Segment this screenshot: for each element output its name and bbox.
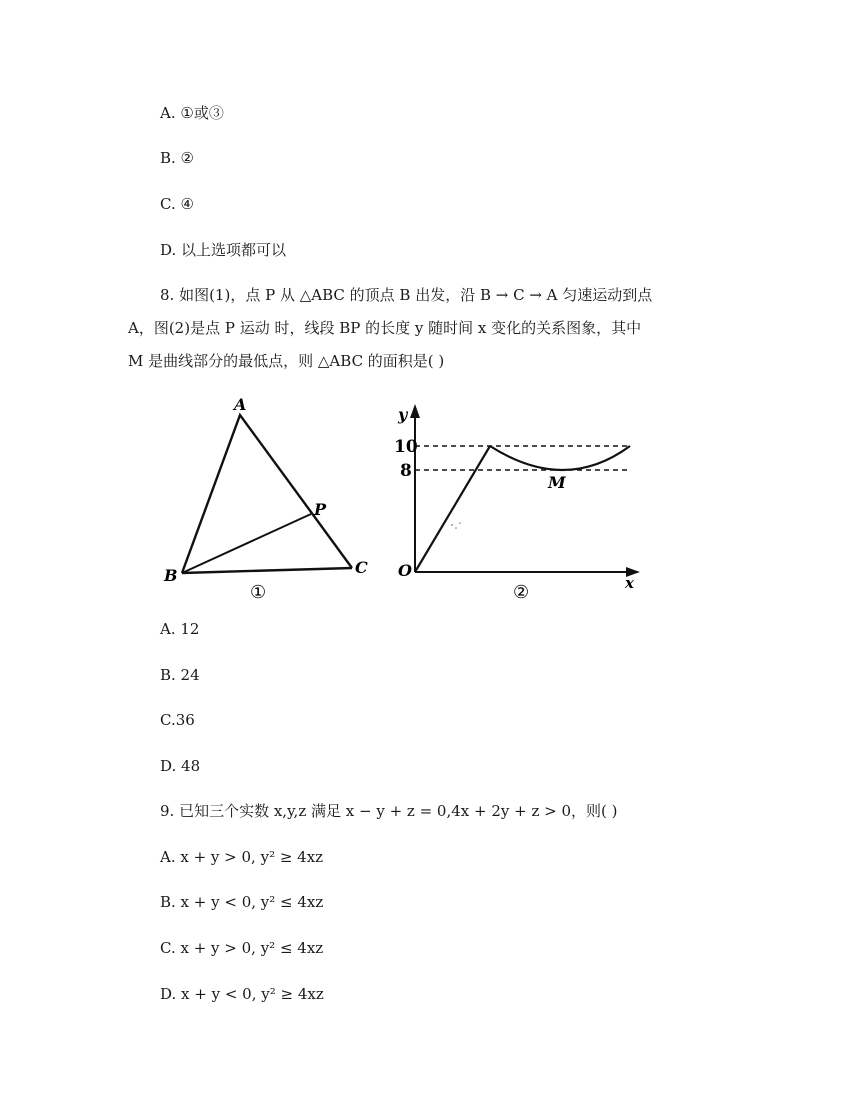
axis-label-x: x bbox=[625, 574, 634, 592]
q7-option-c: C. ④ bbox=[160, 195, 194, 213]
figure-2-graph bbox=[394, 404, 640, 603]
tick-label-10: 10 bbox=[394, 437, 418, 457]
scan-dot bbox=[459, 522, 461, 524]
graph-curve-segment bbox=[490, 446, 630, 470]
q7-option-d: D. 以上选项都可以 bbox=[160, 241, 287, 259]
origin-label: O bbox=[398, 561, 412, 580]
triangle-sides-ab-ac bbox=[182, 415, 352, 573]
figure-2-caption: ② bbox=[513, 582, 530, 603]
y-axis-arrow bbox=[410, 404, 420, 418]
scan-dot bbox=[455, 527, 457, 529]
q9-option-a: A. x + y > 0, y² ≥ 4xz bbox=[160, 848, 324, 866]
q9-option-d: D. x + y < 0, y² ≥ 4xz bbox=[160, 985, 324, 1003]
label-m: M bbox=[548, 473, 566, 492]
q8-stem-line-3: M 是曲线部分的最低点，则 △ABC 的面积是( ) bbox=[128, 352, 445, 370]
tick-label-8: 8 bbox=[400, 461, 412, 481]
label-b: B bbox=[164, 566, 178, 585]
q8-figures bbox=[160, 392, 650, 608]
label-a: A bbox=[234, 395, 247, 414]
scan-dot bbox=[451, 524, 453, 526]
q8-option-c: C.36 bbox=[160, 711, 195, 729]
q8-option-d: D. 48 bbox=[160, 757, 201, 775]
q7-option-b: B. ② bbox=[160, 149, 195, 167]
axis-label-y: y bbox=[398, 405, 408, 424]
q8-stem-line-2: A，图(2)是点 P 运动 时，线段 BP 的长度 y 随时间 x 变化的关系图象，其中 bbox=[128, 319, 642, 337]
figure-1-triangle bbox=[163, 395, 368, 603]
q8-option-a: A. 12 bbox=[160, 620, 200, 638]
label-p: P bbox=[314, 500, 327, 519]
q9-option-c: C. x + y > 0, y² ≤ 4xz bbox=[160, 939, 324, 957]
q9-option-b: B. x + y < 0, y² ≤ 4xz bbox=[160, 893, 324, 911]
q8-stem-line-1: 8. 如图(1)，点 P 从 △ABC 的顶点 B 出发，沿 B → C → A 匀速运动到点 bbox=[160, 286, 653, 304]
q8-figure-svg bbox=[160, 392, 650, 604]
figure-1-caption: ① bbox=[250, 582, 267, 603]
label-c: C bbox=[355, 558, 368, 577]
triangle-side-bc bbox=[182, 568, 352, 573]
q7-option-a: A. ①或③ bbox=[160, 104, 224, 122]
q8-option-b: B. 24 bbox=[160, 666, 200, 684]
graph-linear-segment bbox=[415, 446, 490, 572]
q9-stem: 9. 已知三个实数 x,y,z 满足 x − y + z = 0,4x + 2y + z > 0，则( ) bbox=[160, 802, 618, 820]
